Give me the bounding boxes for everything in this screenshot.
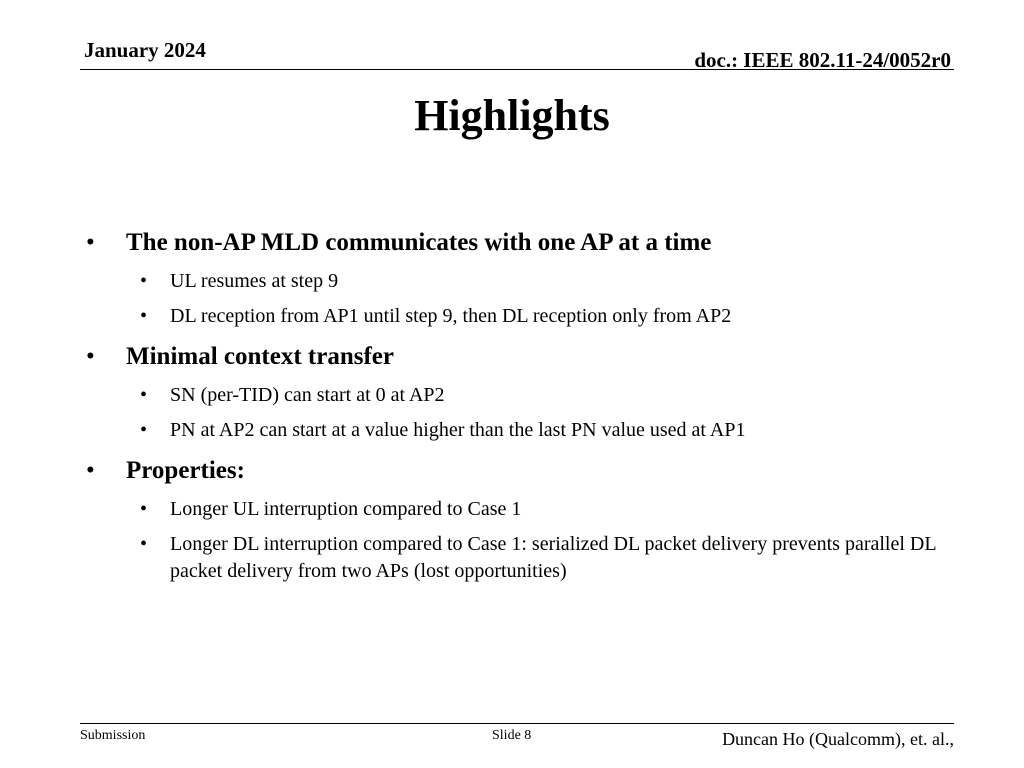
bullet-icon: • (86, 343, 95, 370)
sub-bullet-item (86, 382, 956, 409)
bullet-item (86, 454, 956, 488)
bullet-icon: • (140, 419, 148, 441)
slide-title: Highlights (414, 91, 610, 140)
bullet-icon: • (140, 498, 148, 520)
bullet-icon: • (86, 229, 95, 256)
sub-bullet-text: DL reception from AP1 until step 9, then DL reception only from AP2 (170, 305, 732, 327)
footer-submission: Submission (80, 728, 146, 743)
footer-author: Duncan Ho (Qualcomm), et. al., (722, 729, 954, 749)
footer-divider (80, 723, 954, 724)
bullet-icon: • (86, 457, 95, 484)
sub-bullet-item (86, 303, 956, 330)
sub-bullet-item (86, 417, 956, 444)
bullet-icon: • (140, 270, 148, 292)
sub-bullet-item (86, 496, 956, 523)
bullet-icon: • (140, 533, 148, 555)
bullet-icon: • (140, 305, 148, 327)
header-divider (80, 69, 954, 70)
bullet-text: Minimal context transfer (126, 343, 394, 370)
bullet-item (86, 226, 956, 260)
bullet-item (86, 340, 956, 374)
bullet-text: Properties: (126, 457, 245, 484)
bullet-icon: • (140, 384, 148, 406)
sub-bullet-text: Longer UL interruption compared to Case 1 (170, 498, 522, 520)
sub-bullet-item (86, 268, 956, 295)
bullet-list (86, 226, 956, 585)
header-doc-number: doc.: IEEE 802.11-24/0052r0 (694, 48, 951, 72)
bullet-text: The non-AP MLD communicates with one AP at a time (126, 229, 712, 256)
header-date: January 2024 (84, 38, 206, 62)
sub-bullet-text: Longer DL interruption compared to Case 1: serialized DL packet delivery prevents parallel DL packet delivery from two APs (lost opportunities) (170, 533, 936, 582)
sub-bullet-text: PN at AP2 can start at a value higher than the last PN value used at AP1 (170, 419, 746, 441)
sub-bullet-text: UL resumes at step 9 (170, 270, 339, 292)
footer-slide-number: Slide 8 (492, 728, 532, 743)
sub-bullet-item (86, 531, 956, 585)
sub-bullet-text: SN (per-TID) can start at 0 at AP2 (170, 384, 445, 406)
